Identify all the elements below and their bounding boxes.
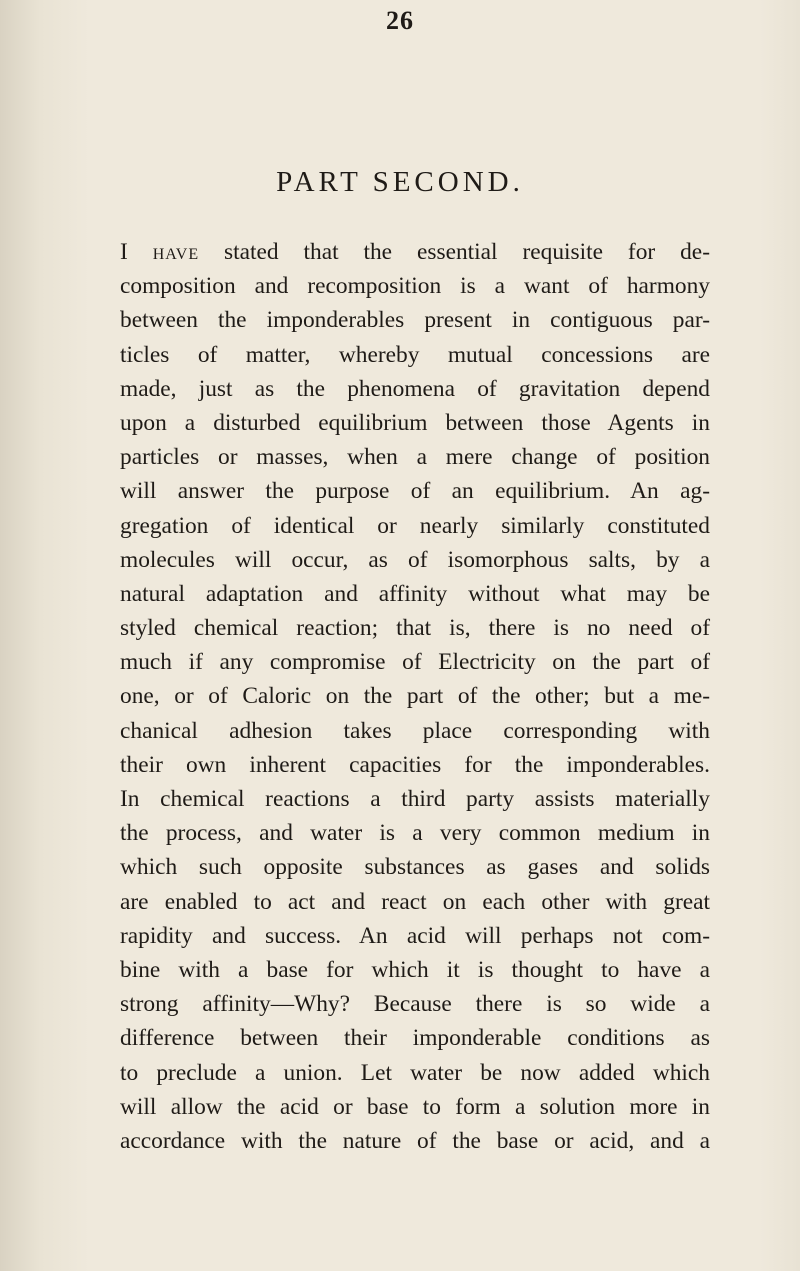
text-line: natural adaptation and affinity without what may be xyxy=(120,580,710,607)
text-line: rapidity and success. An acid will perhaps not com- xyxy=(120,922,710,949)
text-line: accordance with the nature of the base or acid, and a xyxy=(120,1127,710,1154)
text-line: their own inherent capacities for the imponderables. xyxy=(120,751,710,778)
text-line: the process, and water is a very common medium in xyxy=(120,820,710,847)
section-title: PART SECOND. xyxy=(276,166,524,198)
text-line: difference between their imponderable conditions as xyxy=(120,1025,710,1052)
text-line: one, or of Caloric on the part of the other; but a me- xyxy=(120,683,710,710)
text-line: chanical adhesion takes place corresponding with xyxy=(120,717,710,744)
text-line: much if any compromise of Electricity on the part of xyxy=(120,649,710,676)
line-text: stated that the essential requisite for de- xyxy=(199,239,710,265)
body-paragraph xyxy=(120,235,710,1158)
text-line xyxy=(120,235,710,269)
text-line: between the imponderables present in contiguous par- xyxy=(120,307,710,334)
text-line: molecules will occur, as of isomorphous salts, by a xyxy=(120,546,710,573)
opening-smallcaps: have xyxy=(152,239,200,265)
text-line: composition and recomposition is a want of harmony xyxy=(120,273,710,300)
page-number: 26 xyxy=(386,6,414,35)
text-line: styled chemical reaction; that is, there is no need of xyxy=(120,615,710,642)
text-line: In chemical reactions a third party assists materially xyxy=(120,786,710,812)
text-line: made, just as the phenomena of gravitation depend xyxy=(120,375,710,402)
text-line: will allow the acid or base to form a solution more in xyxy=(120,1093,710,1120)
text-line: particles or masses, when a mere change of position xyxy=(120,444,710,471)
text-line: which such opposite substances as gases and solids xyxy=(120,854,710,881)
text-line: upon a disturbed equilibrium between those Agents in xyxy=(120,409,710,436)
opening-word: I xyxy=(120,239,128,265)
text-line: strong affinity—Why? Because there is so wide a xyxy=(120,991,710,1018)
text-line: will answer the purpose of an equilibrium. An ag- xyxy=(120,478,710,505)
text-line: are enabled to act and react on each other with great xyxy=(120,888,710,915)
text-line: to preclude a union. Let water be now added which xyxy=(120,1059,710,1086)
text-line: bine with a base for which it is thought to have a xyxy=(120,956,710,983)
text-line: ticles of matter, whereby mutual concessions are xyxy=(120,341,710,368)
text-line: gregation of identical or nearly similarly constituted xyxy=(120,512,710,539)
